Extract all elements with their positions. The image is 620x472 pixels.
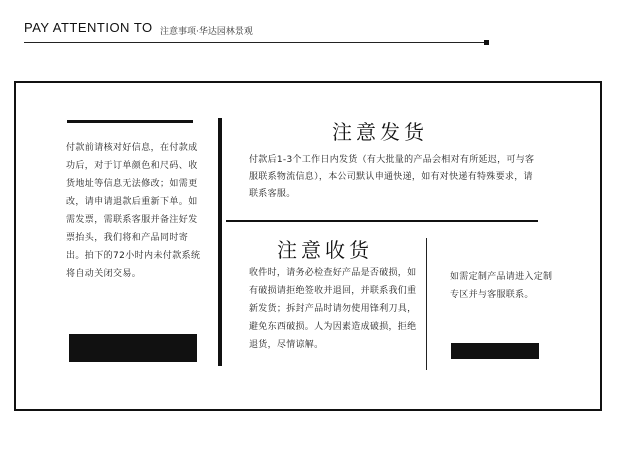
shipping-title: 注意发货 <box>332 120 428 144</box>
left-accent-bar <box>67 120 193 123</box>
receiving-text: 收件时，请务必检查好产品是否破损，如有破损请拒绝签收并退回，并联系我们重新发货；拆封产品时请勿使用锋利刀具，避免东西破损。人为因素造成破损，拒绝退货，尽情谅解。 <box>249 268 417 350</box>
custom-order-text: 如需定制产品请进入定制专区并与客服联系。 <box>450 272 553 300</box>
thin-vertical-divider <box>426 238 427 370</box>
receiving-title: 注意收货 <box>277 238 373 262</box>
left-decorative-block <box>69 334 197 362</box>
middle-horizontal-divider <box>226 220 538 222</box>
header-divider-end-dot <box>484 40 489 45</box>
payment-notice-text: 付款前请核对好信息，在付款成功后，对于订单颜色和尺码、收货地址等信息无法修改；如需更改，请申请退款后重新下单。如需发票，需联系客服并备注好发票抬头，我们将和产品同时寄出。拍下的72小时内未付款系统将自动关闭交易。 <box>66 143 201 279</box>
main-vertical-divider <box>218 118 222 366</box>
header-subtitle: 注意事项·华达园林景观 <box>160 27 253 37</box>
right-decorative-block <box>451 343 539 359</box>
header-divider <box>24 42 486 43</box>
shipping-text: 付款后1-3个工作日内发货（有大批量的产品会相对有所延迟，可与客服联系物流信息），本公司默认申通快递，如有对快递有特殊要求，请联系客服。 <box>249 155 535 199</box>
header-title: PAY ATTENTION TO <box>24 20 153 35</box>
